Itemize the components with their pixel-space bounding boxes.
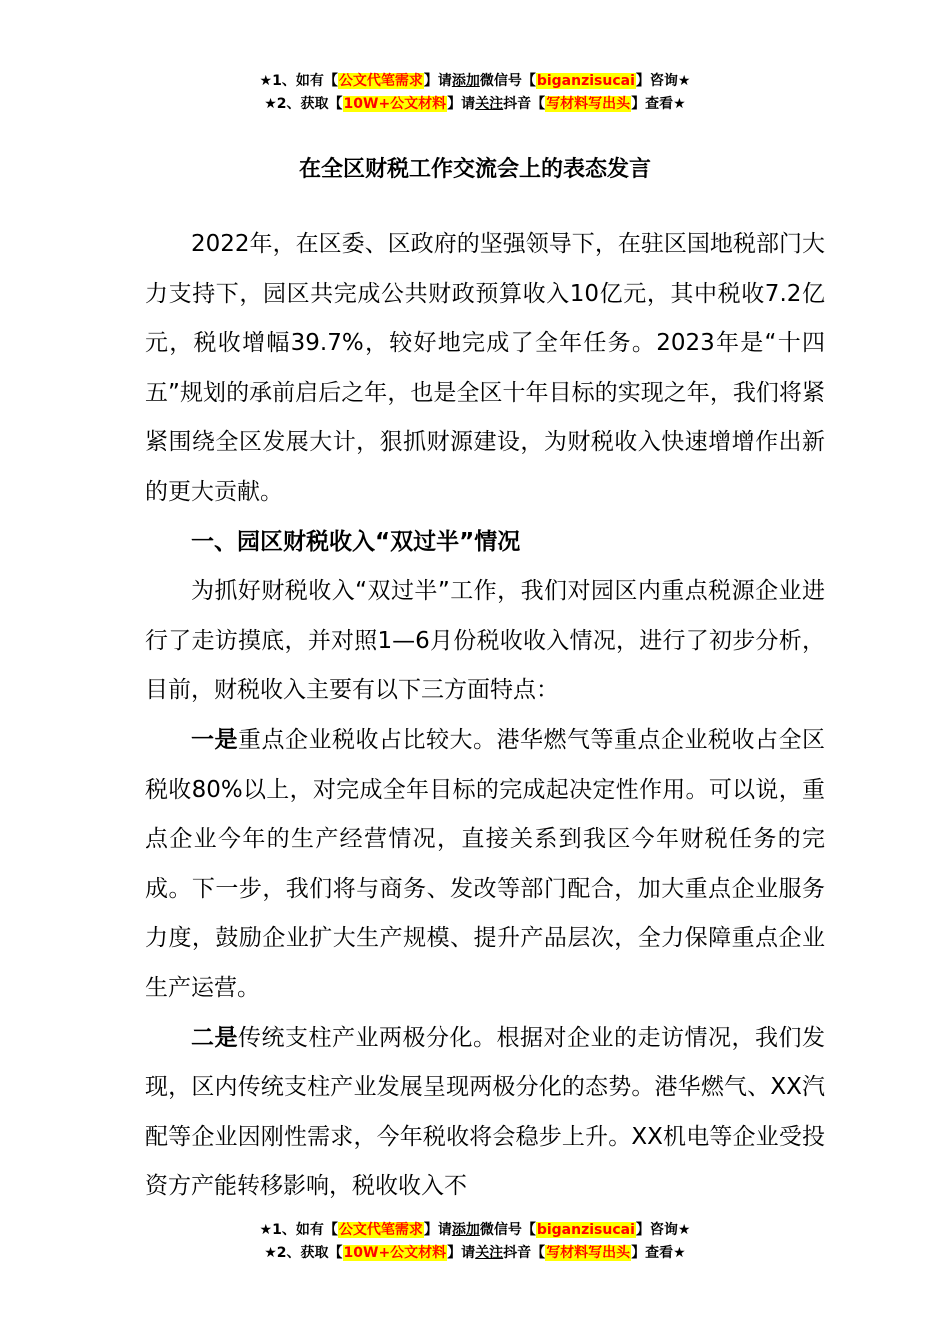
banner-line-1 (0, 70, 950, 93)
section-heading: 一、园区财税收入“双过半”情况 (191, 528, 521, 555)
document-title: 在全区财税工作交流会上的表态发言 (298, 157, 651, 182)
paragraph: 为抓好财税收入“双过半”工作，我们对园区内重点税源企业进行了走访摸底，并对照1—6月份税收收入情况，进行了初步分析，目前，财税收入主要有以下三方面特点： (145, 578, 825, 704)
banner-text: ★2、获取【 (264, 1245, 343, 1261)
banner-text: 抖音【 (503, 1245, 546, 1261)
underlined-text: 关注 (475, 96, 504, 112)
banner-text: 抖音【 (503, 96, 546, 112)
underlined-text: 关注 (475, 1245, 504, 1261)
document-body (145, 220, 825, 1212)
highlight-text: 公文代笔需求 (338, 73, 423, 89)
paragraph: 2022年，在区委、区政府的坚强领导下，在驻区国地税部门大力支持下，园区共完成公共财政预算收入10亿元，其中税收7.2亿元，税收增幅39.7%，较好地完成了全年任务。2023年是“十四五”规划的承前启后之年，也是全区十年目标的实现之年，我们将紧紧围绕全区发展大计，狠抓财源建设，为财税收入快速增增作出新的更大贡献。 (145, 231, 825, 505)
underlined-text: 添加 (451, 73, 480, 89)
banner-line-2 (0, 1242, 950, 1265)
banner-text: 】请 (423, 73, 452, 89)
footer-banner (0, 1219, 950, 1265)
paragraph (145, 716, 825, 1014)
banner-text: 微信号【 (479, 73, 536, 89)
banner-line-1 (0, 1219, 950, 1242)
banner-text: ★1、如有【 (259, 1222, 338, 1238)
banner-text: 】咨询★ (635, 1222, 691, 1238)
banner-text: ★1、如有【 (259, 73, 338, 89)
highlight-text: 写材料写出头 (546, 96, 631, 112)
banner-text: 】查看★ (631, 1245, 686, 1261)
paragraph-text: 传统支柱产业两极分化。根据对企业的走访情况，我们发现，区内传统支柱产业发展呈现两极分化的态势。港华燃气、XX汽配等企业因刚性需求，今年税收将会稳步上升。XX机电等企业受投资方产能转移影响，税收收入不 (145, 1024, 825, 1200)
highlight-text: 10W+公文材料 (343, 96, 447, 112)
paragraph-lead: 一是 (191, 726, 238, 753)
highlight-text: biganzisucai (536, 73, 635, 89)
banner-text: 】请 (423, 1222, 452, 1238)
banner-text: 】查看★ (631, 96, 686, 112)
highlight-text: 写材料写出头 (546, 1245, 631, 1261)
banner-text: 微信号【 (479, 1222, 536, 1238)
paragraph-lead: 二是 (191, 1024, 238, 1051)
banner-text: ★2、获取【 (264, 96, 343, 112)
banner-text: 】咨询★ (635, 73, 691, 89)
header-banner (0, 70, 950, 116)
underlined-text: 添加 (451, 1222, 480, 1238)
banner-text: 】请 (447, 96, 476, 112)
paragraph-text: 重点企业税收占比较大。港华燃气等重点企业税收占全区税收80%以上，对完成全年目标的完成起决定性作用。可以说，重点企业今年的生产经营情况，直接关系到我区今年财税任务的完成。下一步，我们将与商务、发改等部门配合，加大重点企业服务力度，鼓励企业扩大生产规模、提升产品层次，全力保障重点企业生产运营。 (145, 726, 825, 1001)
banner-text: 】请 (447, 1245, 476, 1261)
banner-line-2 (0, 93, 950, 116)
highlight-text: biganzisucai (536, 1222, 635, 1238)
paragraph (145, 1014, 825, 1212)
highlight-text: 10W+公文材料 (343, 1245, 447, 1261)
highlight-text: 公文代笔需求 (338, 1222, 423, 1238)
